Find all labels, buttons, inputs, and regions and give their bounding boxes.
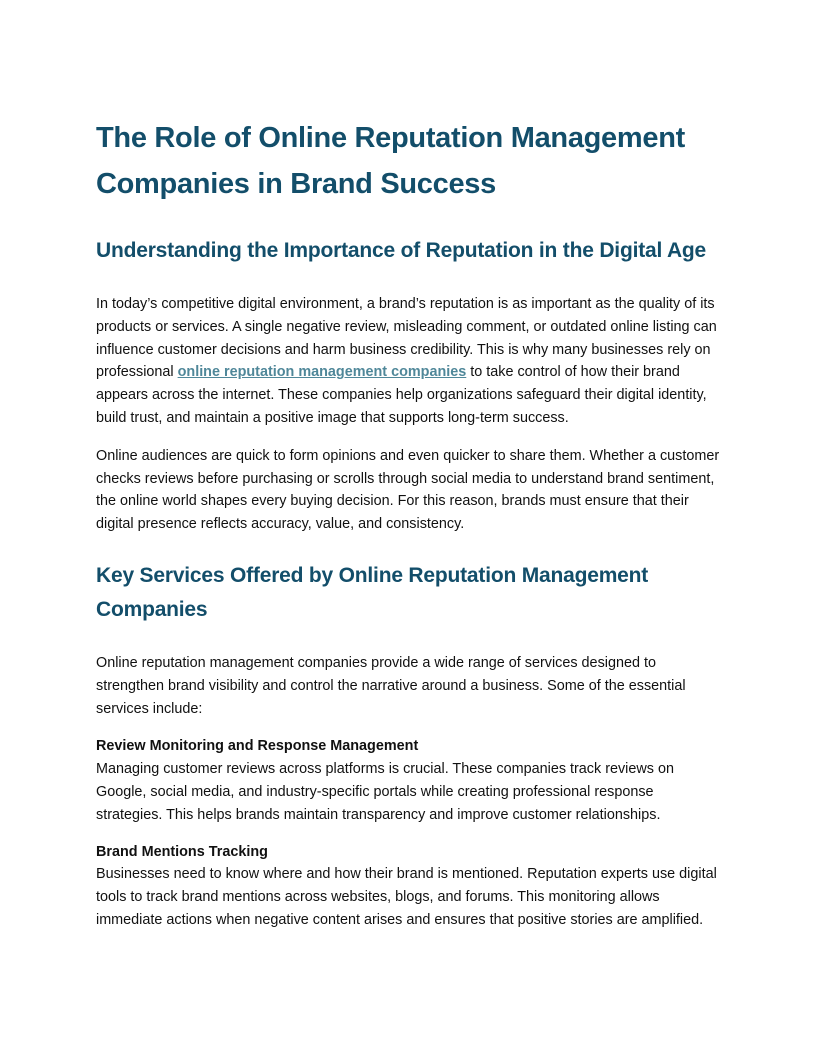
- service-item-review-monitoring: [96, 735, 720, 826]
- paragraph-text: to take control of how their brand appears across the internet. These companies help organizations safeguard their digital identity, build trust, and maintain a positive image that supports long-term success.: [96, 364, 707, 426]
- paragraph-services-intro: Online reputation management companies provide a wide range of services designed to strengthen brand visibility and control the narrative around a business. Some of the essential services include:: [96, 654, 686, 717]
- section-heading-services: Key Services Offered by Online Reputation Management Companies: [96, 563, 649, 621]
- document-title: The Role of Online Reputation Management Companies in Brand Success: [96, 122, 685, 200]
- service-item-brand-mentions: [96, 841, 720, 932]
- service-title: Review Monitoring and Response Management: [96, 738, 419, 755]
- paragraph-audiences: Online audiences are quick to form opinions and even quicker to share them. Whether a customer checks reviews before purchasing or scrolls through social media to understand brand sentiment, the online world shapes every buying decision. For this reason, brands must ensure that their digital presence reflects accuracy, value, and consistency.: [96, 447, 720, 533]
- paragraph-text: In today’s competitive digital environment, a brand’s reputation is as important as the quality of its products or services. A single negative review, misleading comment, or outdated online listing can influence customer decisions and harm business credibility. This is why many businesses rely on professional: [96, 296, 717, 381]
- service-title: Brand Mentions Tracking: [96, 843, 268, 860]
- section-heading-importance: Understanding the Importance of Reputation in the Digital Age: [96, 239, 707, 262]
- service-text: Businesses need to know where and how their brand is mentioned. Reputation experts use digital tools to track brand mentions across websites, blogs, and forums. This monitoring allows immediate actions when negative content arises and ensures that positive stories are amplified.: [96, 866, 717, 928]
- paragraph-intro: [96, 293, 720, 430]
- orm-companies-link[interactable]: online reputation management companies: [177, 364, 467, 381]
- service-text: Managing customer reviews across platforms is crucial. These companies track reviews on Google, social media, and industry-specific portals while creating professional response strategies. This helps brands maintain transparency and improve customer relationships.: [96, 761, 674, 823]
